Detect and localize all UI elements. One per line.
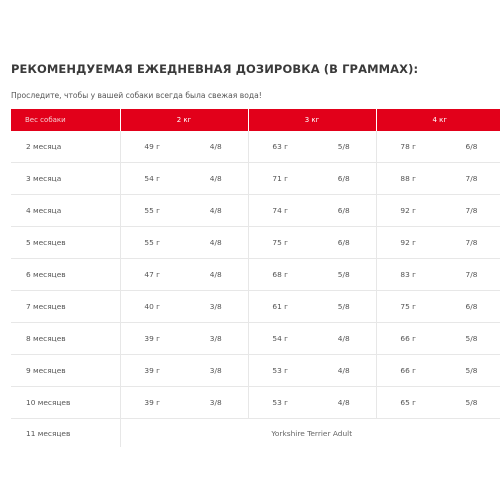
cup-fraction-cell: 6/8 [312,195,376,227]
grams-cell: 61 г [248,291,312,323]
cup-fraction-cell: 6/8 [312,227,376,259]
grams-cell: 39 г [120,387,184,419]
grams-cell: 53 г [248,387,312,419]
cup-fraction-cell: 3/8 [184,387,248,419]
cup-fraction-cell: 4/8 [312,387,376,419]
grams-cell: 54 г [248,323,312,355]
age-cell: 11 месяцев [11,419,120,448]
age-cell: 10 месяцев [11,387,120,419]
age-cell: 7 месяцев [11,291,120,323]
dosage-table [11,109,500,447]
grams-cell: 74 г [248,195,312,227]
grams-cell: 49 г [120,131,184,163]
cup-fraction-cell: 6/8 [312,163,376,195]
table-row [11,259,500,291]
cup-fraction-cell: 7/8 [440,227,500,259]
age-cell: 8 месяцев [11,323,120,355]
table-row [11,227,500,259]
grams-cell: 92 г [376,227,440,259]
grams-cell: 55 г [120,227,184,259]
cup-fraction-cell: 7/8 [440,163,500,195]
grams-cell: 47 г [120,259,184,291]
grams-cell: 53 г [248,355,312,387]
age-cell: 5 месяцев [11,227,120,259]
cup-fraction-cell: 3/8 [184,355,248,387]
age-cell: 3 месяца [11,163,120,195]
grams-cell: 92 г [376,195,440,227]
age-cell: 4 месяца [11,195,120,227]
age-cell: 6 месяцев [11,259,120,291]
grams-cell: 65 г [376,387,440,419]
table-row [11,291,500,323]
grams-cell: 63 г [248,131,312,163]
grams-cell: 39 г [120,355,184,387]
grams-cell: 66 г [376,323,440,355]
header-dog-weight: Вес собаки [11,109,120,131]
grams-cell: 83 г [376,259,440,291]
cup-fraction-cell: 4/8 [184,227,248,259]
grams-cell: 40 г [120,291,184,323]
table-row [11,323,500,355]
table-row [11,195,500,227]
grams-cell: 68 г [248,259,312,291]
grams-cell: 54 г [120,163,184,195]
table-header [11,109,500,131]
age-cell: 2 месяца [11,131,120,163]
cup-fraction-cell: 5/8 [440,387,500,419]
table-row [11,163,500,195]
cup-fraction-cell: 4/8 [184,131,248,163]
header-weight-4kg: 4 кг [376,109,500,131]
cup-fraction-cell: 5/8 [312,259,376,291]
grams-cell: 71 г [248,163,312,195]
age-cell: 9 месяцев [11,355,120,387]
header-weight-3kg: 3 кг [248,109,376,131]
cup-fraction-cell: 5/8 [312,291,376,323]
product-name-cell: Yorkshire Terrier Adult [271,428,353,438]
cup-fraction-cell: 6/8 [440,131,500,163]
header-weight-2kg: 2 кг [120,109,248,131]
cup-fraction-cell: 4/8 [184,163,248,195]
table-body [11,131,500,447]
grams-cell: 78 г [376,131,440,163]
cup-fraction-cell: 5/8 [440,355,500,387]
cup-fraction-cell: 5/8 [312,131,376,163]
cup-fraction-cell: 4/8 [184,259,248,291]
table-row [11,131,500,163]
grams-cell: 39 г [120,323,184,355]
cup-fraction-cell: 6/8 [440,291,500,323]
table-row-final [11,419,500,448]
grams-cell: 55 г [120,195,184,227]
cup-fraction-cell: 4/8 [312,323,376,355]
water-reminder: Проследите, чтобы у вашей собаки всегда была свежая вода! [11,91,262,100]
cup-fraction-cell: 7/8 [440,259,500,291]
table-row [11,387,500,419]
cup-fraction-cell: 7/8 [440,195,500,227]
cup-fraction-cell: 3/8 [184,291,248,323]
grams-cell: 88 г [376,163,440,195]
page-title: РЕКОМЕНДУЕМАЯ ЕЖЕДНЕВНАЯ ДОЗИРОВКА (В ГРАММАХ): [11,62,419,76]
cup-fraction-cell: 4/8 [184,195,248,227]
table-row [11,355,500,387]
cup-fraction-cell: 3/8 [184,323,248,355]
grams-cell: 75 г [376,291,440,323]
cup-fraction-cell: 5/8 [440,323,500,355]
grams-cell: 75 г [248,227,312,259]
cup-fraction-cell: 4/8 [312,355,376,387]
grams-cell: 66 г [376,355,440,387]
